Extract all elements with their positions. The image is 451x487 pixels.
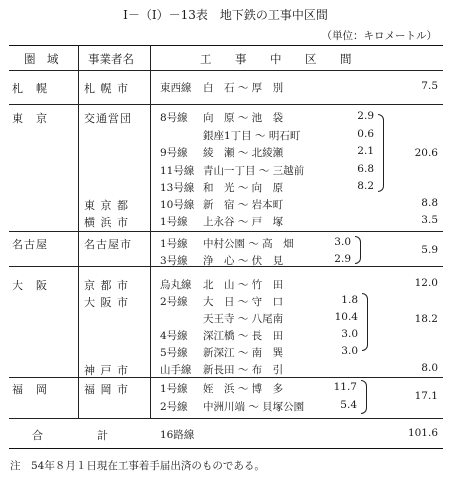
length-cell: 2.9 — [357, 110, 374, 122]
area-cell: 大 阪 — [12, 279, 48, 292]
section-cell: 中洲川端 ～ 貝塚公園 — [203, 401, 305, 413]
table-top-border — [9, 45, 443, 46]
line-cell: 10号線 — [160, 199, 195, 211]
total-label: 合 計 — [32, 429, 110, 442]
row-divider-fukuoka — [9, 418, 443, 419]
section-cell: 中村公園 ～ 高 畑 — [203, 238, 294, 250]
length-cell: 8.2 — [357, 180, 374, 192]
section-cell: 白 石 ～ 厚 別 — [203, 82, 284, 94]
total-cell: 20.6 — [414, 147, 438, 159]
row-divider-osaka — [9, 377, 443, 378]
line-cell: 2号線 — [160, 296, 188, 308]
brace-nagoya — [355, 236, 361, 264]
total-cell: 8.0 — [421, 362, 438, 374]
total-cell: 17.1 — [414, 390, 438, 402]
line-cell: 烏丸線 — [160, 279, 192, 291]
row-divider-sapporo — [9, 104, 443, 105]
operator-cell: 名古屋市 — [84, 238, 132, 251]
area-cell: 名古屋 — [12, 238, 48, 251]
area-cell: 東 京 — [12, 112, 48, 125]
line-cell: 1号線 — [160, 383, 188, 395]
operator-cell: 横 浜 市 — [84, 216, 129, 229]
header-area: 圏 域 — [24, 52, 59, 66]
total-cell: 18.2 — [414, 313, 438, 325]
section-cell: 浄 心 ～ 伏 見 — [203, 255, 284, 267]
operator-cell: 京 都 市 — [84, 279, 129, 292]
row-divider-tokyo — [9, 231, 443, 232]
section-cell: 大 日 ～ 守 口 — [203, 296, 284, 308]
section-cell: 姪 浜 ～ 博 多 — [203, 383, 284, 395]
length-cell: 3.0 — [341, 328, 358, 340]
length-cell: 10.4 — [334, 311, 358, 323]
line-cell: 13号線 — [160, 182, 195, 194]
total-cell: 5.9 — [421, 244, 438, 256]
length-cell: 11.7 — [333, 381, 357, 393]
section-cell: 和 光 ～ 向 原 — [203, 182, 284, 194]
length-cell: 3.0 — [341, 345, 358, 357]
header-bottom-border — [9, 70, 443, 71]
length-cell: 5.4 — [340, 399, 357, 411]
section-cell: 天王寺 ～ 八尾南 — [203, 313, 284, 325]
line-cell: 山手線 — [160, 364, 192, 376]
header-section: 工 事 中 区 間 — [200, 52, 358, 66]
line-cell: 東西線 — [160, 82, 192, 94]
section-cell: 新 宿 ～ 岩本町 — [203, 199, 284, 211]
line-cell: 2号線 — [160, 401, 188, 413]
line-cell: 9号線 — [160, 147, 188, 159]
brace-osaka — [362, 293, 368, 351]
total-cell: 12.0 — [414, 277, 438, 289]
total-cell: 3.5 — [421, 214, 438, 226]
grand-total: 101.6 — [407, 427, 438, 439]
section-cell: 銀座1丁目 ～ 明石町 — [203, 130, 301, 142]
operator-cell: 東 京 都 — [84, 199, 129, 212]
table-bottom-border — [9, 448, 443, 449]
section-cell: 青山一丁目 ～ 三越前 — [203, 165, 305, 177]
total-cell: 7.5 — [421, 80, 438, 92]
length-cell: 3.0 — [334, 236, 351, 248]
line-cell: 1号線 — [160, 238, 188, 250]
total-cell: 8.8 — [421, 197, 438, 209]
section-cell: 新深江 ～ 南 巽 — [203, 347, 284, 359]
brace-tokyo — [378, 114, 384, 192]
column-divider-area — [78, 45, 79, 418]
operator-cell: 神 戸 市 — [84, 364, 129, 377]
area-cell: 札 幌 — [12, 82, 48, 95]
operator-cell: 福 岡 市 — [84, 383, 129, 396]
unit-label: （単位：キロメートル） — [321, 30, 437, 42]
length-cell: 0.6 — [357, 128, 374, 140]
section-cell: 深江橋 ～ 長 田 — [203, 330, 284, 342]
line-cell: 5号線 — [160, 347, 188, 359]
length-cell: 6.8 — [357, 163, 374, 175]
total-lines: 16路線 — [160, 429, 195, 441]
footnote: 注 54年８月１日現在工事着手届出済のものである。 — [10, 460, 265, 472]
table-title: Ⅰ－（Ⅰ）－13表 地下鉄の工事中区間 — [123, 8, 328, 22]
area-cell: 福 岡 — [12, 383, 48, 396]
operator-cell: 交通営団 — [84, 112, 132, 125]
section-cell: 上永谷 ～ 戸 塚 — [203, 216, 284, 228]
brace-fukuoka — [361, 380, 367, 414]
line-cell: 4号線 — [160, 330, 188, 342]
section-cell: 新長田 ～ 布 引 — [203, 364, 284, 376]
length-cell: 1.8 — [341, 294, 358, 306]
line-cell: 3号線 — [160, 255, 188, 267]
header-operator: 事業者名 — [88, 52, 134, 66]
line-cell: 8号線 — [160, 112, 188, 124]
length-cell: 2.1 — [357, 145, 374, 157]
section-cell: 北 山 ～ 竹 田 — [203, 279, 284, 291]
line-cell: 11号線 — [160, 165, 195, 177]
operator-cell: 大 阪 市 — [84, 296, 129, 309]
section-cell: 向 原 ～ 池 袋 — [203, 112, 284, 124]
line-cell: 1号線 — [160, 216, 188, 228]
length-cell: 2.9 — [334, 253, 351, 265]
column-divider-operator — [150, 45, 151, 418]
section-cell: 綾 瀬 ～ 北綾瀬 — [203, 147, 284, 159]
operator-cell: 札 幌 市 — [84, 82, 129, 95]
